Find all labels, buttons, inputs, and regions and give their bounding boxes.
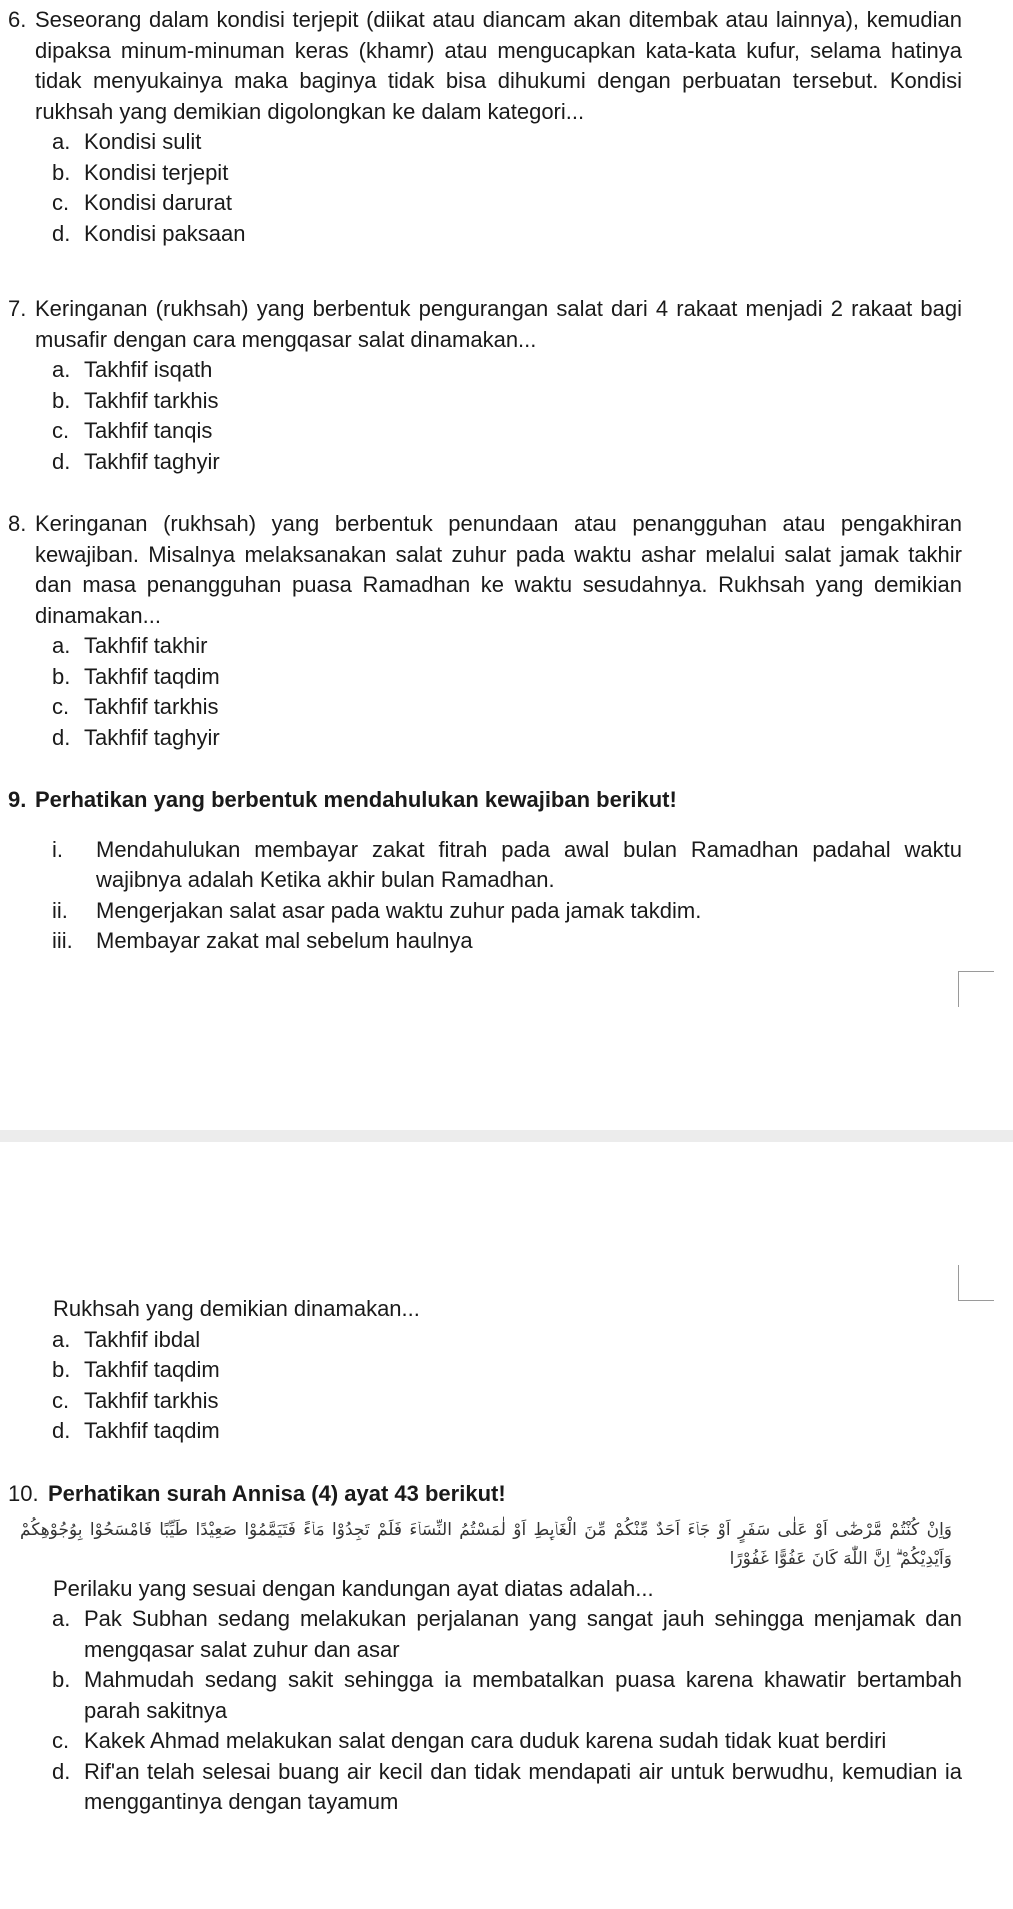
question-number: 7.: [8, 296, 27, 321]
page-separator: [0, 1130, 1013, 1142]
answer-options: [52, 631, 962, 753]
question-9: [8, 785, 962, 957]
statement-list: [52, 835, 962, 957]
question-10: [8, 1479, 962, 1818]
option-b[interactable]: b. Mahmudah sedang sakit sehingga ia membatalkan puasa karena khawatir bertambah parah sakitnya: [52, 1667, 962, 1723]
question-number: 9.: [8, 787, 27, 812]
option-a[interactable]: a. Pak Subhan sedang melakukan perjalanan yang sangat jauh sehingga menjamak dan mengqasar salat zuhur dan asar: [52, 1606, 962, 1662]
option-b[interactable]: b. Takhfif taqdim: [52, 1357, 220, 1382]
option-d[interactable]: d. Kondisi paksaan: [52, 220, 246, 246]
quran-verse-arabic: وَاِنْ كُنْتُمْ مَّرْضٰٓى اَوْ عَلٰى سَفَرٍ اَوْ جَاۤءَ اَحَدٌ مِّنْكُمْ مِّنَ الْغَاۤىِٕطِ اَوْ لٰمَسْتُمُ النِّسَاۤءَ فَلَمْ تَجِدُوْا مَاۤءً فَتَيَمَّمُوْا صَعِيْدًا طَيِّبًا فَامْسَحُوْا بِوُجُوْهِكُمْ وَاَيْدِيْكُمْ ۗ اِنَّ اللّٰهَ كَانَ عَفُوًّا غَفُوْرًا: [20, 1519, 952, 1569]
option-b[interactable]: b. Takhfif taqdim: [52, 663, 220, 689]
question-text: Seseorang dalam kondisi terjepit (diikat atau diancam akan ditembak atau lainnya), kemudian dipaksa minum-minuman keras (khamr) atau mengucapkan kata-kata kufur, selama hatinya tidak menyukainya maka baginya tidak bisa dihukumi dengan perbuatan tersebut. Kondisi rukhsah yang demikian digolongkan ke dalam kategori...: [35, 7, 962, 124]
option-c[interactable]: c. Takhfif tarkhis: [52, 694, 219, 719]
option-b[interactable]: b. Kondisi terjepit: [52, 159, 229, 185]
option-a[interactable]: a. Takhfif ibdal: [52, 1326, 201, 1352]
answer-options: [52, 1604, 962, 1818]
question-number: 6.: [8, 7, 27, 32]
option-a[interactable]: a. Kondisi sulit: [52, 129, 202, 154]
question-prompt: Rukhsah yang demikian dinamakan...: [53, 1296, 420, 1321]
option-a[interactable]: a. Takhfif takhir: [52, 633, 208, 658]
page-corner-mark: [958, 971, 994, 1007]
question-7: [8, 294, 962, 477]
question-text: Keringanan (rukhsah) yang berbentuk pengurangan salat dari 4 rakaat menjadi 2 rakaat bagi musafir dengan cara mengqasar salat dinamakan...: [35, 296, 962, 352]
question-8: [8, 509, 962, 753]
option-d[interactable]: d. Rif'an telah selesai buang air kecil dan tidak mendapati air untuk berwudhu, kemudian ia menggantinya dengan tayamum: [52, 1758, 962, 1814]
question-9-continued: [8, 1294, 962, 1447]
option-c[interactable]: c. Kakek Ahmad melakukan salat dengan cara duduk karena sudah tidak kuat berdiri: [52, 1728, 887, 1753]
question-number: 10.: [8, 1481, 39, 1506]
statement-item: i. Mendahulukan membayar zakat fitrah pada awal bulan Ramadhan padahal waktu wajibnya adalah Ketika akhir bulan Ramadhan.: [52, 836, 962, 892]
question-text: Keringanan (rukhsah) yang berbentuk penundaan atau penangguhan atau pengakhiran kewajiban. Misalnya melaksanakan salat zuhur pada waktu ashar melalui salat jamak takhir dan masa penangguhan puasa Ramadhan ke waktu sesudahnya. Rukhsah yang demikian dinamakan...: [35, 511, 962, 628]
option-c[interactable]: c. Kondisi darurat: [52, 190, 232, 215]
document-page-2: [0, 1142, 1013, 1909]
option-d[interactable]: d. Takhfif taghyir: [52, 724, 220, 750]
answer-options: [52, 1325, 962, 1447]
option-c[interactable]: c. Takhfif tarkhis: [52, 1387, 219, 1413]
question-number: 8.: [8, 511, 27, 536]
statement-item: iii. Membayar zakat mal sebelum haulnya: [52, 928, 473, 953]
question-text: Perhatikan surah Annisa (4) ayat 43 berikut!: [48, 1481, 506, 1506]
option-b[interactable]: b. Takhfif tarkhis: [52, 387, 219, 413]
page-corner-mark: [958, 1265, 994, 1301]
option-d[interactable]: d. Takhfif taghyir: [52, 448, 220, 474]
question-prompt: Perilaku yang sesuai dengan kandungan ayat diatas adalah...: [53, 1575, 654, 1601]
answer-options: [52, 127, 962, 249]
option-d[interactable]: d. Takhfif taqdim: [52, 1418, 220, 1443]
option-a[interactable]: a. Takhfif isqath: [52, 357, 213, 382]
answer-options: [52, 355, 962, 477]
statement-item: ii. Mengerjakan salat asar pada waktu zuhur pada jamak takdim.: [52, 897, 702, 923]
question-text: Perhatikan yang berbentuk mendahulukan kewajiban berikut!: [35, 787, 677, 812]
question-6: [8, 5, 962, 249]
option-c[interactable]: c. Takhfif tanqis: [52, 418, 213, 443]
